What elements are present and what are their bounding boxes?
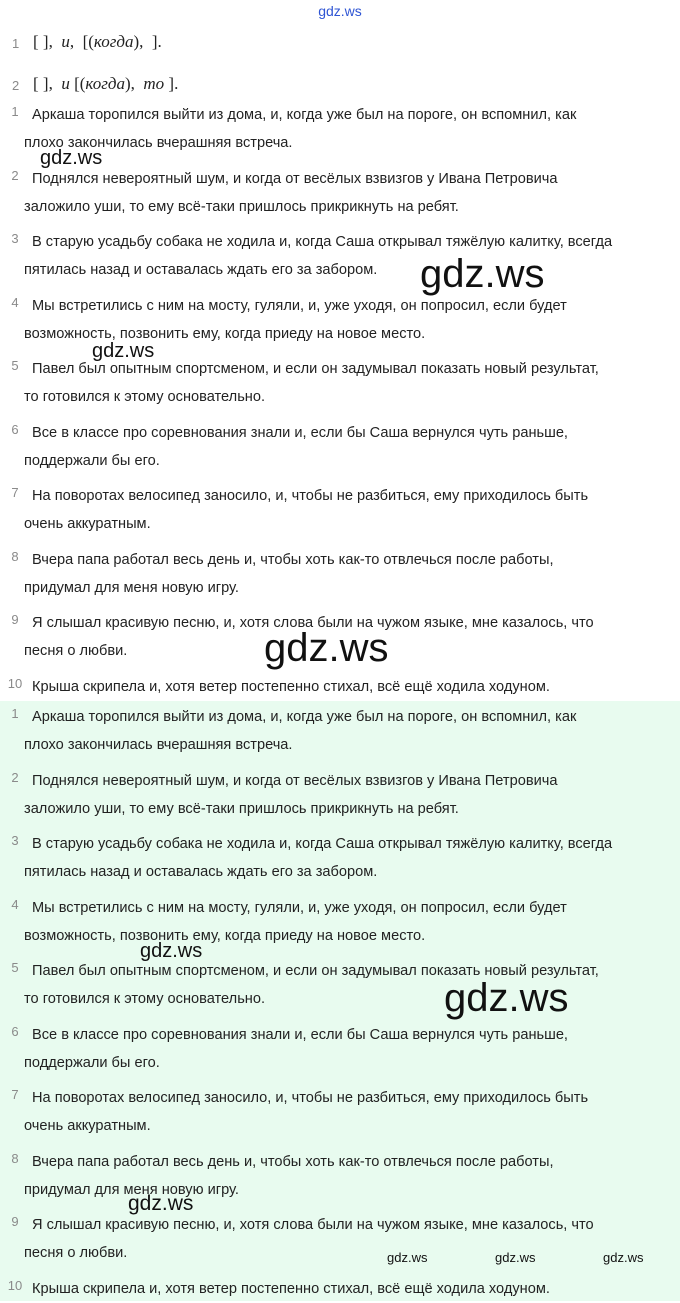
scheme-2 <box>0 74 680 100</box>
sentence-text <box>24 355 678 411</box>
sentence-number: 3 <box>11 833 19 848</box>
watermark: gdz.ws <box>387 1250 428 1265</box>
sentence-line: то готовился к этому основательно. <box>24 991 266 1007</box>
sentence-text <box>24 546 678 602</box>
sentence-number: 6 <box>11 421 19 437</box>
scheme-1 <box>0 32 680 58</box>
sentence-line: плохо закончилась вчерашняя встреча. <box>24 737 293 753</box>
sentence-number: 10 <box>7 1277 23 1293</box>
sentence-line: заложило уши, то ему всё-таки пришлось прикрикнуть на ребят. <box>24 198 459 215</box>
sentence-line: Вчера папа работал весь день и, чтобы хоть как-то отвлечься после работы, <box>32 1153 554 1170</box>
sentence-number: 1 <box>11 104 19 119</box>
sentence-text <box>24 609 678 665</box>
scheme-number: 2 <box>12 78 20 93</box>
watermark: gdz.ws <box>495 1250 536 1265</box>
sentence-number: 7 <box>11 1087 19 1102</box>
sentence-number: 4 <box>11 294 19 310</box>
watermark: gdz.ws <box>603 1250 644 1265</box>
watermark: gdz.ws <box>420 252 545 296</box>
sentence-line: На поворотах велосипед заносило, и, чтобы не разбиться, ему приходилось быть <box>32 488 589 504</box>
sentence-line: Аркаша торопился выйти из дома, и, когда уже был на пороге, он вспомнил, как <box>32 107 577 123</box>
sentence-line: поддержали бы его. <box>24 452 160 469</box>
sentence-line: Мы встретились с ним на мосту, гуляли, и, уже уходя, он попросил, если будет <box>32 297 567 314</box>
sentence-number: 9 <box>11 612 19 627</box>
sentence-number: 10 <box>7 675 23 691</box>
sentence-line: возможность, позвонить ему, когда приеду на новое место. <box>24 325 426 342</box>
sentence-text <box>24 101 678 157</box>
sentence-line: В старую усадьбу собака не ходила и, когда Саша открывал тяжёлую калитку, всегда <box>32 234 613 250</box>
sentence-line: Павел был опытным спортсменом, и если он задумывал показать новый результат, <box>32 361 599 377</box>
exercise-section-highlighted <box>0 701 680 1301</box>
sentence-line: Все в классе про соревнования знали и, если бы Саша вернулся чуть раньше, <box>32 424 568 441</box>
watermark: gdz.ws <box>40 147 103 169</box>
sentence-line: На поворотах велосипед заносило, и, чтобы не разбиться, ему приходилось быть <box>32 1090 589 1106</box>
scheme-formula: [ ], и, [(когда), ]. <box>33 32 162 51</box>
sentence-number: 2 <box>11 769 19 785</box>
watermark: gdz.ws <box>140 940 203 962</box>
sentence-line: песня о любви. <box>24 1245 128 1261</box>
sentence-text <box>24 292 678 348</box>
sentence-text <box>24 482 678 538</box>
sentence-line: заложило уши, то ему всё-таки пришлось прикрикнуть на ребят. <box>24 800 459 817</box>
sentence-line: Все в классе про соревнования знали и, если бы Саша вернулся чуть раньше, <box>32 1026 568 1043</box>
sentence-line: Я слышал красивую песню, и, хотя слова были на чужом языке, мне казалось, что <box>32 615 594 631</box>
sentence-line: плохо закончилась вчерашняя встреча. <box>24 135 293 151</box>
sentence-text <box>24 894 678 950</box>
sentence-line: то готовился к этому основательно. <box>24 389 266 405</box>
watermark: gdz.ws <box>92 340 155 362</box>
sentence-number: 8 <box>11 548 19 564</box>
scheme-formula: [ ], и [(когда), то ]. <box>33 74 179 93</box>
sentence-line: Мы встретились с ним на мосту, гуляли, и, уже уходя, он попросил, если будет <box>32 899 567 916</box>
sentence-text <box>24 1021 678 1077</box>
sentence-number: 5 <box>11 960 19 975</box>
scheme-number: 1 <box>12 36 20 51</box>
sentence-line: очень аккуратным. <box>24 516 151 532</box>
sentence-line: Крыша скрипела и, хотя ветер постепенно стихал, всё ещё ходила ходуном. <box>32 678 550 695</box>
watermark: gdz.ws <box>444 976 569 1020</box>
sentence-number: 8 <box>11 1150 19 1166</box>
sentence-line: Поднялся невероятный шум, и когда от весёлых взвизгов у Ивана Петровича <box>32 170 558 187</box>
sentence-number: 1 <box>11 706 19 721</box>
watermark: gdz.ws <box>128 1192 194 1215</box>
sentence-text <box>24 1211 678 1267</box>
sentence-number: 5 <box>11 358 19 373</box>
sentence-line: поддержали бы его. <box>24 1054 160 1071</box>
sentence-line: Павел был опытным спортсменом, и если он задумывал показать новый результат, <box>32 963 599 979</box>
sentence-line: пятилась назад и оставалась ждать его за забором. <box>24 262 378 278</box>
sentence-number: 7 <box>11 485 19 500</box>
sentence-line: Аркаша торопился выйти из дома, и, когда уже был на пороге, он вспомнил, как <box>32 709 577 725</box>
sentence-text <box>24 228 678 284</box>
sentence-number: 3 <box>11 231 19 246</box>
sentence-number: 9 <box>11 1214 19 1229</box>
sentence-line: пятилась назад и оставалась ждать его за забором. <box>24 864 378 880</box>
sentence-line: возможность, позвонить ему, когда приеду на новое место. <box>24 927 426 944</box>
sentence-line: придумал для меня новую игру. <box>24 579 239 596</box>
sentence-number: 4 <box>11 896 19 912</box>
sentence-text <box>24 1275 678 1303</box>
sentence-text <box>24 703 678 759</box>
sentence-line: Вчера папа работал весь день и, чтобы хоть как-то отвлечься после работы, <box>32 551 554 568</box>
sentence-text <box>24 1148 678 1204</box>
sentence-line: Поднялся невероятный шум, и когда от весёлых взвизгов у Ивана Петровича <box>32 772 558 789</box>
sentence-line: Крыша скрипела и, хотя ветер постепенно стихал, всё ещё ходила ходуном. <box>32 1280 550 1297</box>
sentence-text <box>24 165 678 221</box>
sentence-number: 2 <box>11 167 19 183</box>
sentence-line: придумал для меня новую игру. <box>24 1181 239 1198</box>
sentence-text <box>24 1084 678 1140</box>
sentence-text <box>24 673 678 701</box>
sentence-text <box>24 767 678 823</box>
sentence-text <box>24 419 678 475</box>
sentence-number: 6 <box>11 1023 19 1039</box>
watermark: gdz.ws <box>264 626 389 670</box>
sentence-line: очень аккуратным. <box>24 1118 151 1134</box>
sentence-line: песня о любви. <box>24 643 128 659</box>
sentence-text <box>24 957 678 1013</box>
site-header-link[interactable]: gdz.ws <box>318 3 362 19</box>
sentence-text <box>24 830 678 886</box>
sentence-line: В старую усадьбу собака не ходила и, когда Саша открывал тяжёлую калитку, всегда <box>32 836 613 852</box>
sentence-line: Я слышал красивую песню, и, хотя слова были на чужом языке, мне казалось, что <box>32 1217 594 1233</box>
exercise-section-plain <box>0 101 680 699</box>
